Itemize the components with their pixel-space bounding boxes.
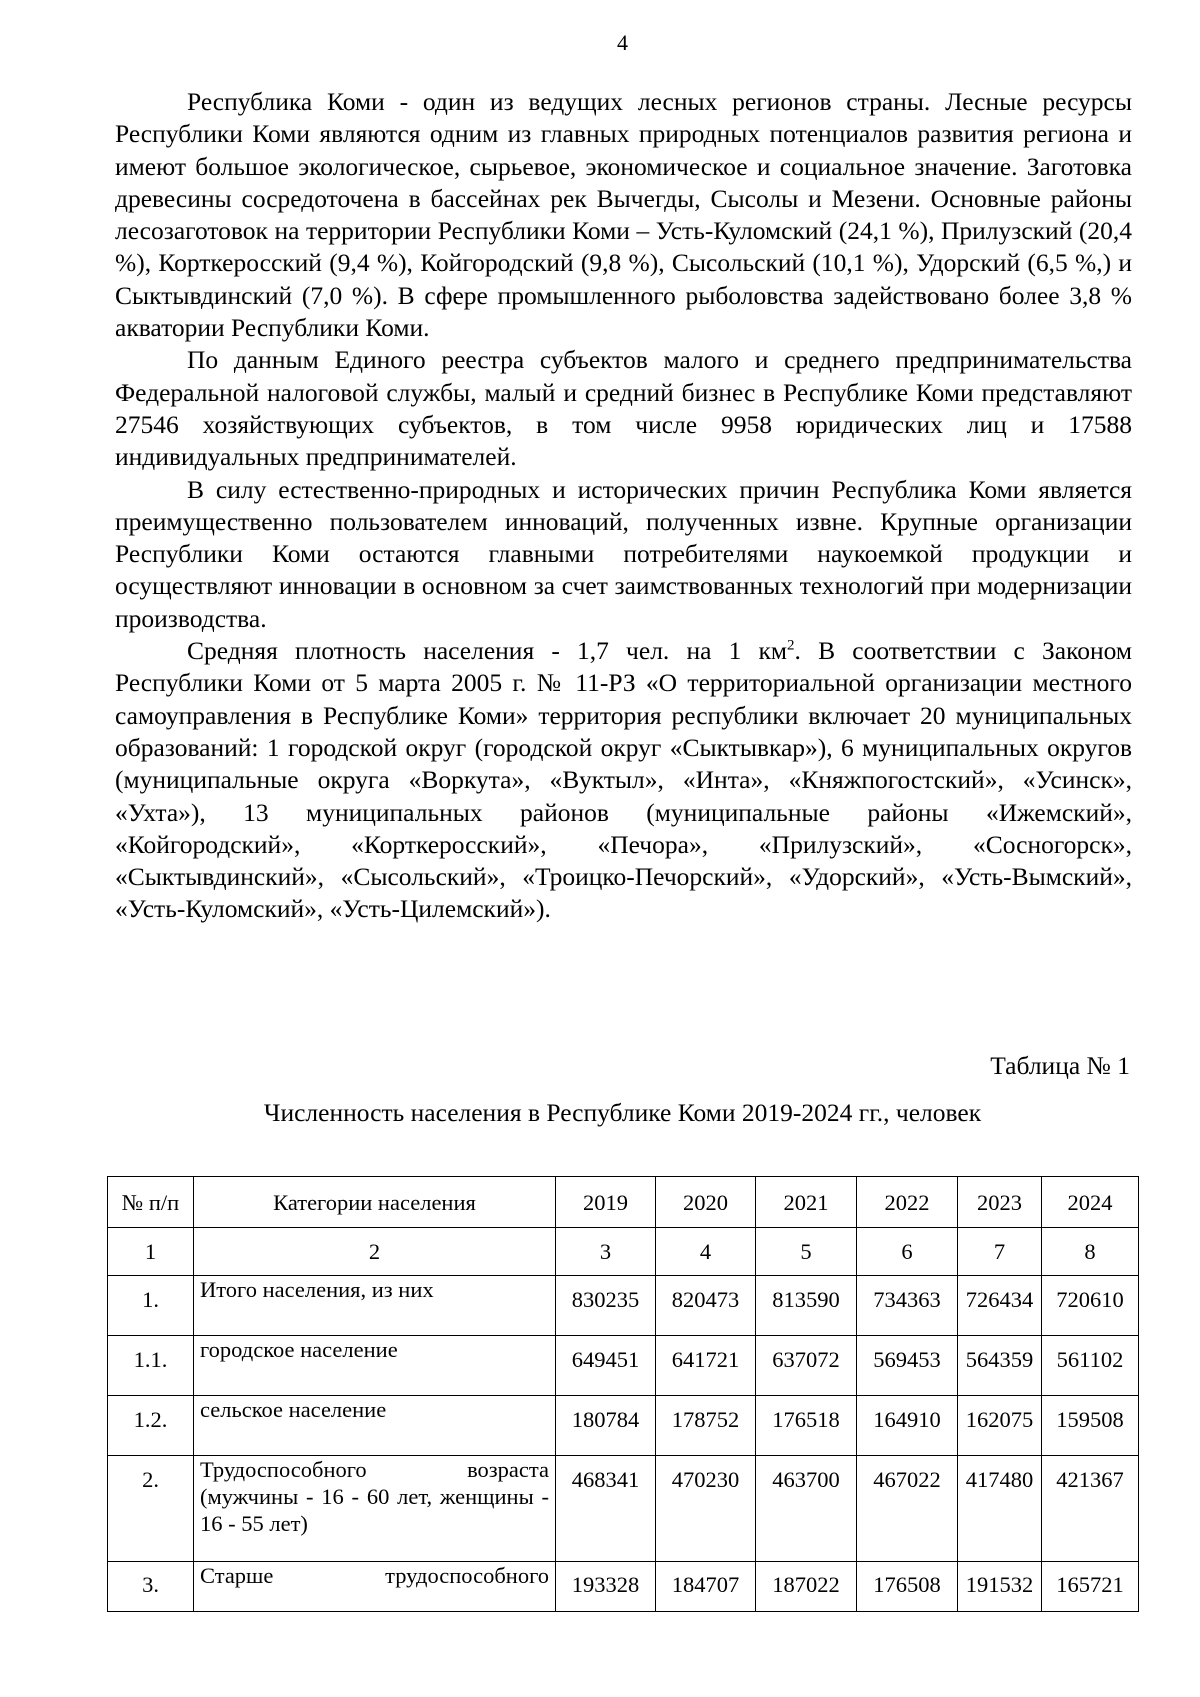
paragraph-population-density [115, 635, 1132, 926]
row-category: Итого населения, из них [194, 1276, 556, 1336]
paragraph-forest-resources: Республика Коми - один из ведущих лесных регионов страны. Лесные ресурсы Республики Коми являются одним из главных природных потенциалов развития региона и имеют большое экологическое, сырьевое, экономическое и социальное значение. Заготовка древесины сосредоточена в бассейнах рек Вычегды, Сысолы и Мезени. Основные районы лесозаготовок на территории Республики Коми – Усть-Куломский (24,1 %), Прилузский (20,4 %), Корткеросский (9,4 %), Койгородский (9,8 %), Сысольский (10,1 %), Удорский (6,5 %,) и Сыктывдинский (7,0 %). В сфере промышленного рыболовства задействовано более 3,8 % акватории Республики Коми. [115, 87, 1132, 343]
value-cell: 162075 [958, 1396, 1042, 1456]
table-row [108, 1396, 1139, 1456]
density-superscript: 2 [787, 637, 795, 654]
value-cell: 421367 [1042, 1456, 1139, 1562]
value-cell: 569453 [857, 1336, 958, 1396]
numbering-cell: 1 [108, 1228, 194, 1276]
value-cell: 649451 [556, 1336, 656, 1396]
value-cell: 734363 [857, 1276, 958, 1336]
value-cell: 564359 [958, 1336, 1042, 1396]
value-cell: 180784 [556, 1396, 656, 1456]
value-cell: 159508 [1042, 1396, 1139, 1456]
header-cell: 2019 [556, 1177, 656, 1228]
header-cell: № п/п [108, 1177, 194, 1228]
row-category [194, 1562, 556, 1612]
table-title: Численность населения в Республике Коми 2019-2024 гг., человек [263, 1098, 982, 1127]
density-text-before: Средняя плотность населения - 1,7 чел. на 1 км [187, 636, 788, 666]
table-numbering-row [108, 1228, 1139, 1276]
value-cell: 813590 [756, 1276, 857, 1336]
table-number-label: Таблица № 1 [990, 1051, 1130, 1080]
value-cell: 463700 [756, 1456, 857, 1562]
row-category: Трудоспособного возраста (мужчины - 16 - 60 лет, женщины - 16 - 55 лет) [194, 1456, 556, 1562]
value-cell: 164910 [857, 1396, 958, 1456]
value-cell: 178752 [656, 1396, 756, 1456]
numbering-cell: 2 [194, 1228, 556, 1276]
row-number: 1.1. [108, 1336, 194, 1396]
value-cell: 176518 [756, 1396, 857, 1456]
value-cell: 417480 [958, 1456, 1042, 1562]
header-cell: Категории населения [194, 1177, 556, 1228]
table-row [108, 1276, 1139, 1336]
header-cell: 2023 [958, 1177, 1042, 1228]
paragraph-innovation: В силу естественно-природных и исторических причин Республика Коми является преимущественно пользователем инноваций, полученных извне. Крупные организации Республики Коми остаются главными потребителями наукоемкой продукции и осуществляют инновации в основном за счет заимствованных технологий при модернизации производства. [115, 474, 1132, 633]
table-row [108, 1562, 1139, 1612]
population-table [107, 1176, 1139, 1612]
header-cell: 2020 [656, 1177, 756, 1228]
numbering-cell: 6 [857, 1228, 958, 1276]
row-number: 3. [108, 1562, 194, 1612]
value-cell: 561102 [1042, 1336, 1139, 1396]
value-cell: 193328 [556, 1562, 656, 1612]
value-cell: 165721 [1042, 1562, 1139, 1612]
value-cell: 820473 [656, 1276, 756, 1336]
row-category-text: Старше трудоспособного [200, 1563, 549, 1588]
value-cell: 191532 [958, 1562, 1042, 1612]
value-cell: 830235 [556, 1276, 656, 1336]
numbering-cell: 3 [556, 1228, 656, 1276]
body-text [115, 86, 1132, 926]
row-category: сельское население [194, 1396, 556, 1456]
table-header-row [108, 1177, 1139, 1228]
value-cell: 184707 [656, 1562, 756, 1612]
value-cell: 720610 [1042, 1276, 1139, 1336]
row-category: городское население [194, 1336, 556, 1396]
page-number: 4 [617, 30, 628, 55]
table-row [108, 1336, 1139, 1396]
numbering-cell: 8 [1042, 1228, 1139, 1276]
paragraph-small-business: По данным Единого реестра субъектов малого и среднего предпринимательства Федеральной налоговой службы, малый и средний бизнес в Республике Коми представляют 27546 хозяйствующих субъектов, в том числе 9958 юридических лиц и 17588 индивидуальных предпринимателей. [115, 345, 1132, 472]
value-cell: 176508 [857, 1562, 958, 1612]
table-row [108, 1456, 1139, 1562]
row-number: 1. [108, 1276, 194, 1336]
value-cell: 468341 [556, 1456, 656, 1562]
value-cell: 187022 [756, 1562, 857, 1612]
numbering-cell: 7 [958, 1228, 1042, 1276]
value-cell: 467022 [857, 1456, 958, 1562]
row-number: 2. [108, 1456, 194, 1562]
numbering-cell: 4 [656, 1228, 756, 1276]
value-cell: 637072 [756, 1336, 857, 1396]
header-cell: 2021 [756, 1177, 857, 1228]
header-cell: 2024 [1042, 1177, 1139, 1228]
value-cell: 470230 [656, 1456, 756, 1562]
density-text-after: . В соответствии с Законом Республики Коми от 5 марта 2005 г. № 11-РЗ «О территориальной организации местного самоуправления в Республике Коми» территория республики включает 20 муниципальных образований: 1 городской округ (городской округ «Сыктывкар»), 6 муниципальных округов (муниципальные округа «Воркута», «Вуктыл», «Инта», «Княжпогостский», «Усинск», «Ухта»), 13 муниципальных районов (муниципальные районы «Ижемский», «Койгородский», «Корткеросский», «Печора», «Прилузский», «Сосногорск», «Сыктывдинский», «Сысольский», «Троицко-Печорский», «Удорский», «Усть-Вымский», «Усть-Куломский», «Усть-Цилемский»). [115, 636, 1132, 924]
value-cell: 641721 [656, 1336, 756, 1396]
value-cell: 726434 [958, 1276, 1042, 1336]
header-cell: 2022 [857, 1177, 958, 1228]
numbering-cell: 5 [756, 1228, 857, 1276]
row-number: 1.2. [108, 1396, 194, 1456]
